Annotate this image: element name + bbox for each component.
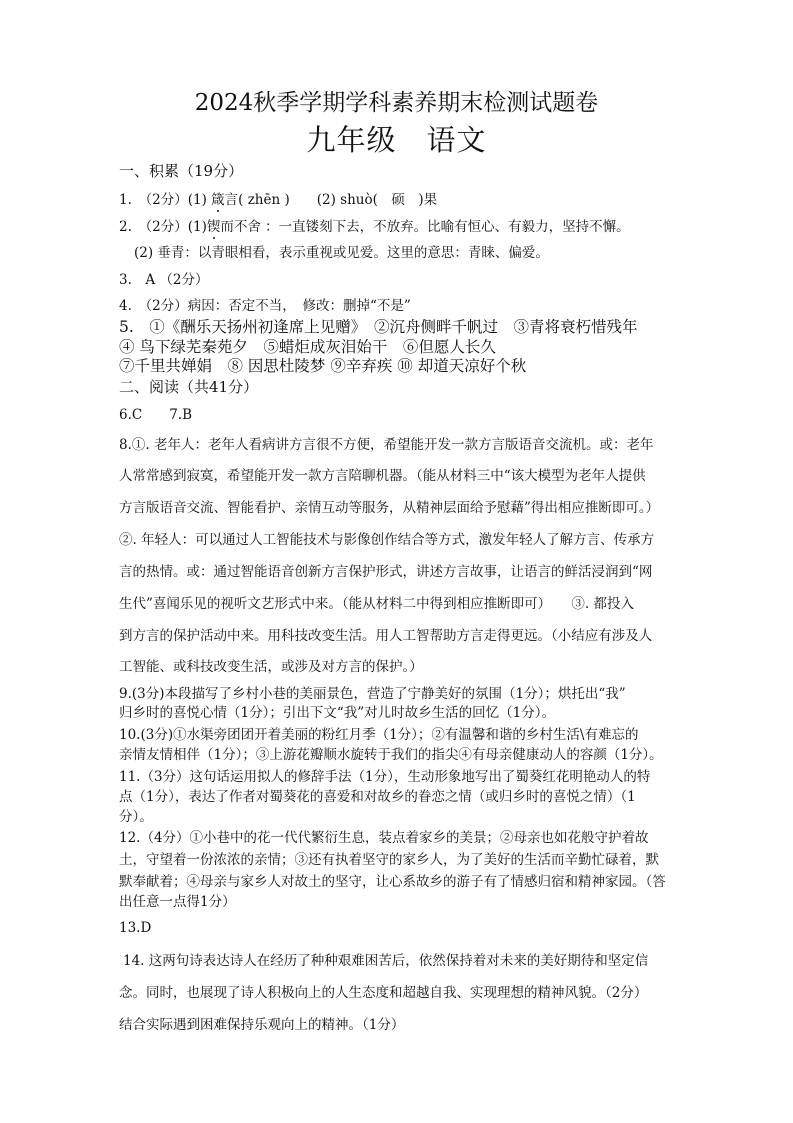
answer-q10-line: 10.(3分)①水渠旁团团开着美丽的粉红月季（1分）；②有温馨和谐的乡村生活\有难忘的 (119, 727, 639, 743)
answer-q12-line: 默奉献着；④母亲与家乡人对故土的坚守，让心系故乡的游子有了情感归宿和精神家园。（答 (119, 874, 666, 890)
answer-q9-line: 归乡时的喜悦心情（1分）；引出下文“我”对儿时故乡生活的回忆（1分）。 (119, 705, 555, 721)
answer-q2-part2: (2) 垂青：以青眼相看，表示重视或见爱。这里的意思：青睐、偏爱。 (134, 245, 549, 261)
exam-subtitle: 九年级 语文 (306, 123, 487, 157)
answer-q11-line: 分）。 (119, 809, 153, 825)
answer-q13: 13.D (119, 920, 152, 936)
answer-q6-q7: 6.C 7.B (119, 407, 193, 423)
answer-q8-line: 方言版语音交流、智能看护、亲情互动等服务，从精神层面给予慰藉”得出相应推断即可。） (119, 500, 660, 516)
answer-q11-line: 11.（3分）这句话运用拟人的修辞手法（1分），生动形象地写出了蜀葵红花明艳动人的特 (119, 769, 651, 785)
answer-q3: 3. A （2分） (119, 272, 209, 288)
answer-q5-line: ⑦千里共婵娟 ⑧ 因思杜陵梦 ⑨辛弃疾 ⑩ 却道天凉好个秋 (119, 357, 527, 375)
answer-q4: 4. （2分）病因：否定不当， 修改：删掉“不是” (119, 298, 411, 314)
answer-q12-line: 土，守望着一份浓浓的亲情；③还有执着坚守的家乡人，为了美好的生活而辛勤忙碌着，默 (119, 852, 659, 868)
section-heading-2: 二、阅读（共41分） (119, 378, 259, 396)
answer-q8-line: 言的热情。或：通过智能语音创新方言保护形式，讲述方言故事，让语言的鲜活浸润到“网 (119, 564, 653, 580)
section-heading-1: 一、积累（19分） (119, 162, 244, 180)
answer-q5-line: ④ 鸟下绿芜秦苑夕 ⑤蜡炬成灰泪始干 ⑥但愿人长久 (119, 338, 496, 356)
answer-q9-line: 9.(3分)本段描写了乡村小巷的美丽景色，营造了宁静美好的氛围（1分）；烘托出“我” (119, 686, 626, 702)
exam-title: 2024秋季学期学科素养期末检测试题卷 (194, 90, 599, 116)
answer-q10-line: 亲情友情相伴（1分）；③上游花瓣顺水旋转于我们的指尖④有母亲健康动人的容颜（1分）。 (119, 747, 663, 763)
answer-q5-line: 5. ①《酬乐天扬州初逢席上见赠》 ②沉舟侧畔千帆过 ③青将衰朽惜残年 (119, 318, 638, 336)
answer-q8-line: ②. 年轻人：可以通过人工智能技术与影像创作结合等方式，激发年轻人了解方言、传承方 (119, 532, 655, 548)
answer-q14-line: 念。同时，也展现了诗人积极向上的人生态度和超越自我、实现理想的精神风貌。（2分） (119, 985, 648, 1001)
answer-q12-line: 12.（4分）①小巷中的花一代代繁衍生息，装点着家乡的美景；②母亲也如花般守护着故 (119, 830, 649, 846)
answer-q14-line: 14. 这两句诗表达诗人在经历了种种艰难困苦后，依然保持着对未来的美好期待和坚定信 (123, 953, 649, 969)
answer-q1: 1. （2分）(1) 箴言( zhēn ) (2) shuò( 硕 )果 (119, 192, 438, 208)
answer-q14-line: 结合实际遇到困难保持乐观向上的精神。（1分） (119, 1017, 405, 1033)
answer-q8-line: 8.①. 老年人：老年人看病讲方言很不方便，希望能开发一款方言版语音交流机。或：老年 (119, 437, 654, 453)
answer-q8-line: 人常常感到寂寞，希望能开发一款方言陪聊机器。（能从材料三中“该大模型为老年人提供 (119, 468, 646, 484)
answer-q2-part1: 2. （2分）(1)锲而不舍 ：一直镂刻下去，不放弃。比喻有恒心、有毅力，坚持不懈。 (119, 219, 630, 235)
answer-q8-line: 到方言的保护活动中来。用科技改变生活。用人工智帮助方言走得更远。（小结应有涉及人 (119, 628, 653, 644)
answer-q8-line: 生代”喜闻乐见的视听文艺形式中来。（能从材料二中得到相应推断即可） ③. 都投入 (119, 596, 634, 612)
answer-q11-line: 点（1分），表达了作者对蜀葵花的喜爱和对故乡的眷恋之情（或归乡时的喜悦之情）（1 (119, 789, 636, 805)
answer-q8-line: 工智能、或科技改变生活，或涉及对方言的保护。） (119, 659, 423, 675)
answer-q12-line: 出任意一点得1分） (119, 894, 236, 910)
